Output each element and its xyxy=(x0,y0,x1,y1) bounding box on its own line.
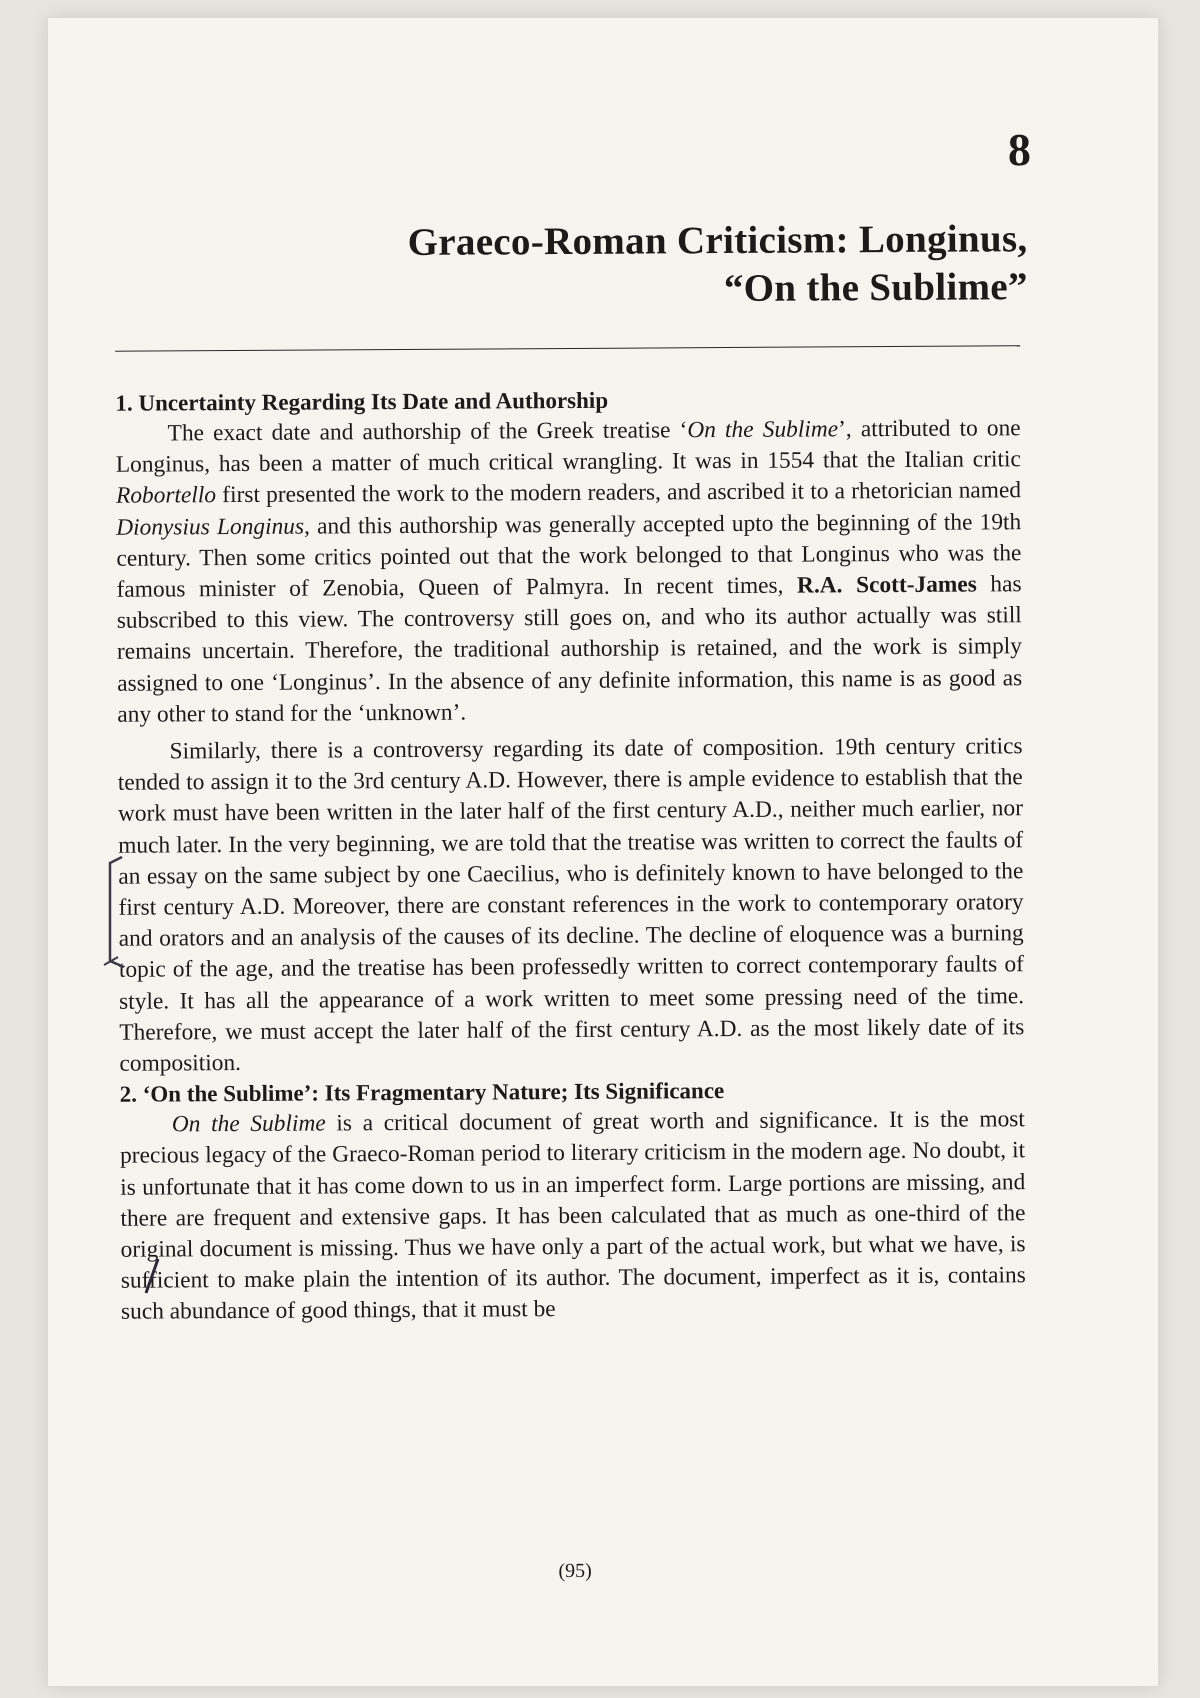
section-2-paragraph-1 xyxy=(120,1104,1026,1328)
section-1-heading: 1. Uncertainty Regarding Its Date and Authorship xyxy=(115,387,609,416)
bold-name: R.A. Scott-James xyxy=(796,571,977,599)
section-1-paragraph-2: Similarly, there is a controversy regarding its date of composition. 19th century critics tended to assign it to the 3rd century A.D. However, there is ample evidence to establish that the work must have been written in the later half of the first century A.D., neither much earlier, nor much later. In the very beginning, we are told that the treatise was written to correct the faults of an essay on the same subject by one Caecilius, who is definitely known to have belonged to the first century A.D. Moreover, there are constant references in the work to contemporary oratory and orators and an analysis of the causes of its decline. The decline of eloquence was a burning topic of the age, and the treatise has been professedly written to correct contemporary faults of style. It has all the appearance of a work written to meet some pressing need of the time. Therefore, we must accept the later half of the first century A.D. as the most likely date of its composition. xyxy=(117,733,1025,1077)
text-run: ’, attributed to one Longinus, has been a matter of much critical wrangling. It was in 1554 that the Italian critic xyxy=(115,415,1021,478)
page-content xyxy=(113,15,1032,1583)
pen-bracket-mark xyxy=(100,853,130,973)
text-run: has subscribed to this view. The controversy still goes on, and who its author actually was still remains uncertain. Therefore, the traditional authorship is retained, and the work is simply assigned to one ‘Longinus’. In the absence of any definite information, this name is as good as any other to stand for the ‘unknown’. xyxy=(116,571,1023,728)
pen-slash-mark xyxy=(140,1256,164,1296)
text-run: The exact date and authorship of the Greek treatise ‘ xyxy=(167,417,688,447)
chapter-title-line-2: “On the Sublime” xyxy=(723,265,1028,311)
section-2-heading: 2. ‘On the Sublime’: Its Fragmentary Nature; Its Significance xyxy=(119,1078,725,1108)
body-text xyxy=(115,383,1026,1328)
text-run: first presented the work to the modern readers, and ascribed it to a rhetorician named xyxy=(216,477,1022,509)
italic-name: Dionysius Longinus xyxy=(116,513,305,541)
page-number: (95) xyxy=(558,1559,592,1583)
chapter-number: 8 xyxy=(1007,124,1032,176)
section-1-paragraph-1 xyxy=(116,413,1023,731)
italic-title: On the Sublime xyxy=(171,1110,326,1138)
chapter-title-line-1: Graeco-Roman Criticism: Longinus, xyxy=(407,217,1028,264)
text-run: , and this authorship was generally accepted upto the beginning of the 19th century. Then some critics pointed out that the work belonged to that Longinus who was the famous minister of Zenobia, Queen of Palmyra. In recent times, xyxy=(116,508,1022,603)
book-page xyxy=(48,18,1158,1686)
italic-title: On the Sublime xyxy=(687,416,839,444)
title-divider xyxy=(115,345,1020,352)
chapter-title xyxy=(408,215,1028,315)
text-run: is a critical document of great worth and significance. It is the most precious legacy of the Graeco-Roman period to literary criticism in the modern age. No doubt, it is unfortunate that it has come down to us in an imperfect form. Large portions are missing, and there are frequent and extensive gaps. It has been calculated that as much as one-third of the original document is missing. Thus we have only a part of the actual work, but what we have, is sufficient to make plain the intention of its author. The document, imperfect as it is, contains such abundance of good things, that it must be xyxy=(119,1106,1026,1326)
italic-name: Robortello xyxy=(115,482,217,510)
